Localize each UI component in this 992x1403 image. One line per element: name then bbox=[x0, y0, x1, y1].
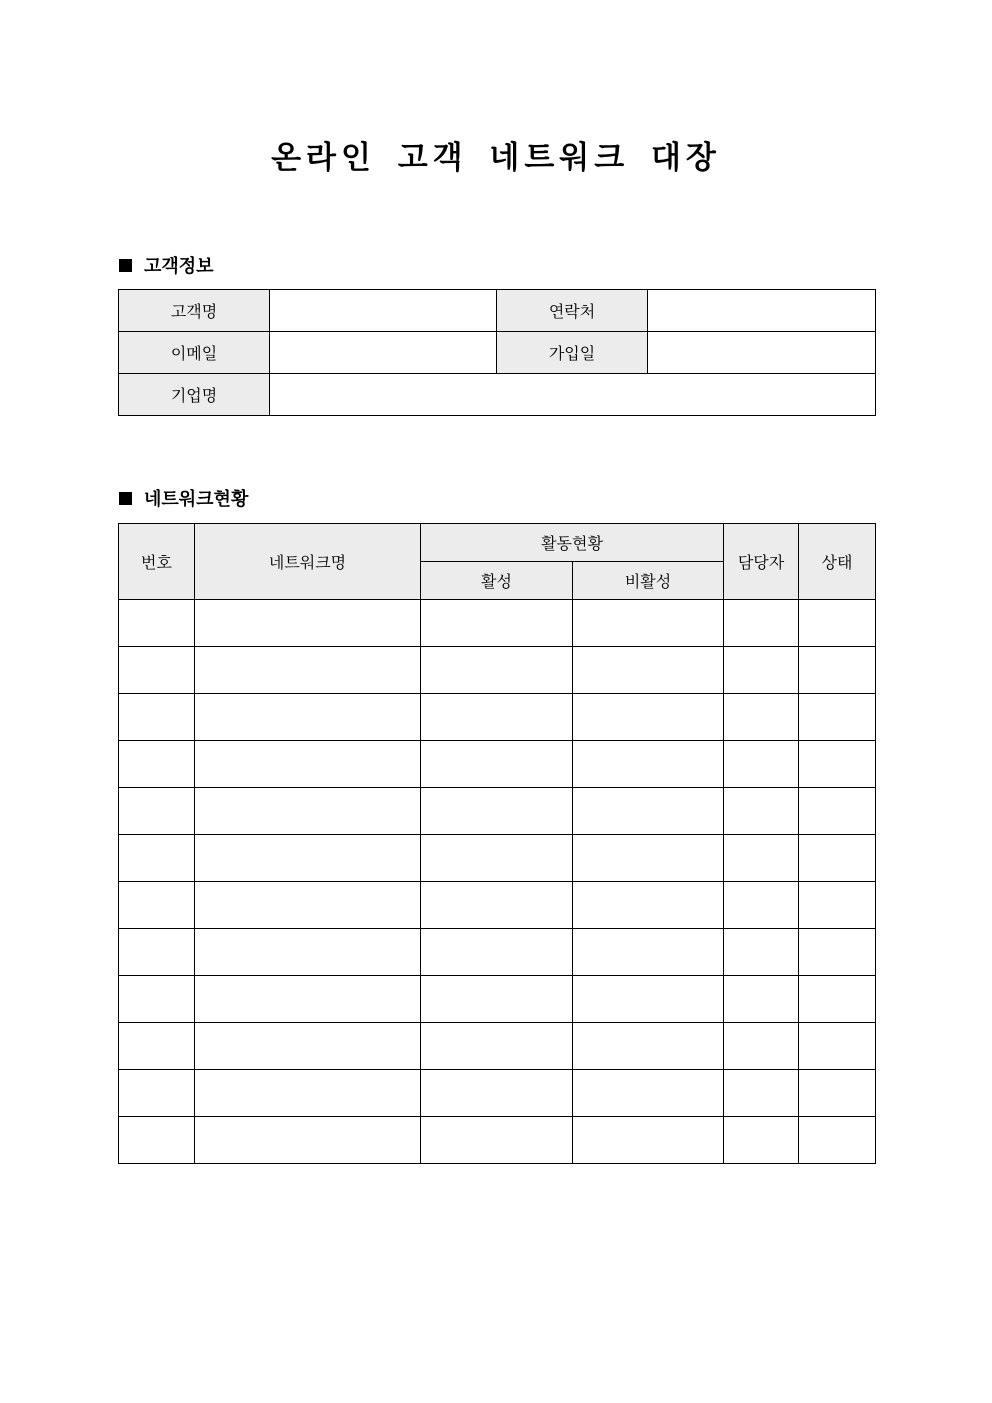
status-cell[interactable] bbox=[799, 788, 876, 835]
network-name-cell[interactable] bbox=[195, 835, 421, 882]
manager-cell[interactable] bbox=[724, 835, 799, 882]
network-name-cell[interactable] bbox=[195, 882, 421, 929]
inactive-cell[interactable] bbox=[573, 929, 724, 976]
status-cell[interactable] bbox=[799, 694, 876, 741]
network-name-cell[interactable] bbox=[195, 694, 421, 741]
status-cell[interactable] bbox=[799, 1023, 876, 1070]
network-name-cell[interactable] bbox=[195, 1070, 421, 1117]
table-row bbox=[119, 1070, 876, 1117]
status-cell[interactable] bbox=[799, 1070, 876, 1117]
status-cell[interactable] bbox=[799, 882, 876, 929]
table-row bbox=[119, 1117, 876, 1164]
inactive-cell[interactable] bbox=[573, 788, 724, 835]
number-cell[interactable] bbox=[119, 835, 195, 882]
active-cell[interactable] bbox=[421, 788, 573, 835]
network-status-table bbox=[118, 523, 876, 1164]
manager-cell[interactable] bbox=[724, 1070, 799, 1117]
number-cell[interactable] bbox=[119, 1023, 195, 1070]
manager-cell[interactable] bbox=[724, 1023, 799, 1070]
status-cell[interactable] bbox=[799, 1117, 876, 1164]
info-row bbox=[119, 332, 876, 374]
number-cell[interactable] bbox=[119, 647, 195, 694]
network-status-heading bbox=[119, 485, 248, 511]
number-cell[interactable] bbox=[119, 882, 195, 929]
active-cell[interactable] bbox=[421, 976, 573, 1023]
network-name-cell[interactable] bbox=[195, 929, 421, 976]
active-cell[interactable] bbox=[421, 694, 573, 741]
manager-cell[interactable] bbox=[724, 882, 799, 929]
number-header: 번호 bbox=[119, 524, 195, 600]
table-row bbox=[119, 600, 876, 647]
active-cell[interactable] bbox=[421, 882, 573, 929]
active-cell[interactable] bbox=[421, 1070, 573, 1117]
status-header: 상태 bbox=[799, 524, 876, 600]
inactive-cell[interactable] bbox=[573, 835, 724, 882]
number-cell[interactable] bbox=[119, 694, 195, 741]
network-name-cell[interactable] bbox=[195, 741, 421, 788]
network-name-cell[interactable] bbox=[195, 976, 421, 1023]
number-cell[interactable] bbox=[119, 929, 195, 976]
inactive-cell[interactable] bbox=[573, 1117, 724, 1164]
join-date-field[interactable] bbox=[648, 332, 876, 374]
active-cell[interactable] bbox=[421, 1117, 573, 1164]
table-row bbox=[119, 694, 876, 741]
table-header-row bbox=[119, 524, 876, 562]
active-cell[interactable] bbox=[421, 929, 573, 976]
join-date-label: 가입일 bbox=[497, 332, 648, 374]
manager-cell[interactable] bbox=[724, 1117, 799, 1164]
table-row bbox=[119, 835, 876, 882]
active-cell[interactable] bbox=[421, 1023, 573, 1070]
contact-label: 연락처 bbox=[497, 290, 648, 332]
status-cell[interactable] bbox=[799, 976, 876, 1023]
info-row bbox=[119, 374, 876, 416]
manager-cell[interactable] bbox=[724, 929, 799, 976]
table-row bbox=[119, 882, 876, 929]
network-name-cell[interactable] bbox=[195, 1023, 421, 1070]
table-row bbox=[119, 1023, 876, 1070]
active-cell[interactable] bbox=[421, 835, 573, 882]
number-cell[interactable] bbox=[119, 600, 195, 647]
inactive-cell[interactable] bbox=[573, 882, 724, 929]
network-name-header: 네트워크명 bbox=[195, 524, 421, 600]
network-status-heading-text: 네트워크현황 bbox=[144, 489, 249, 510]
table-row bbox=[119, 647, 876, 694]
manager-cell[interactable] bbox=[724, 694, 799, 741]
manager-cell[interactable] bbox=[724, 600, 799, 647]
manager-cell[interactable] bbox=[724, 788, 799, 835]
active-cell[interactable] bbox=[421, 600, 573, 647]
table-row bbox=[119, 741, 876, 788]
customer-info-heading-text: 고객정보 bbox=[144, 256, 214, 277]
manager-cell[interactable] bbox=[724, 741, 799, 788]
table-row bbox=[119, 929, 876, 976]
network-name-cell[interactable] bbox=[195, 788, 421, 835]
network-name-cell[interactable] bbox=[195, 600, 421, 647]
status-cell[interactable] bbox=[799, 929, 876, 976]
number-cell[interactable] bbox=[119, 788, 195, 835]
number-cell[interactable] bbox=[119, 741, 195, 788]
status-cell[interactable] bbox=[799, 741, 876, 788]
page-title: 온라인 고객 네트워크 대장 bbox=[271, 140, 721, 176]
number-cell[interactable] bbox=[119, 1117, 195, 1164]
inactive-cell[interactable] bbox=[573, 976, 724, 1023]
active-cell[interactable] bbox=[421, 647, 573, 694]
status-cell[interactable] bbox=[799, 835, 876, 882]
number-cell[interactable] bbox=[119, 976, 195, 1023]
manager-cell[interactable] bbox=[724, 976, 799, 1023]
customer-info-table bbox=[118, 289, 876, 416]
company-name-field[interactable] bbox=[270, 374, 876, 416]
active-cell[interactable] bbox=[421, 741, 573, 788]
email-field[interactable] bbox=[270, 332, 497, 374]
number-cell[interactable] bbox=[119, 1070, 195, 1117]
inactive-cell[interactable] bbox=[573, 1023, 724, 1070]
table-row bbox=[119, 976, 876, 1023]
inactive-cell[interactable] bbox=[573, 694, 724, 741]
active-header: 활성 bbox=[421, 562, 573, 600]
status-cell[interactable] bbox=[799, 647, 876, 694]
square-bullet-icon bbox=[119, 492, 132, 505]
contact-field[interactable] bbox=[648, 290, 876, 332]
inactive-cell[interactable] bbox=[573, 1070, 724, 1117]
manager-header: 담당자 bbox=[724, 524, 799, 600]
inactive-header: 비활성 bbox=[573, 562, 724, 600]
inactive-cell[interactable] bbox=[573, 741, 724, 788]
customer-name-field[interactable] bbox=[270, 290, 497, 332]
activity-status-header: 활동현황 bbox=[421, 524, 724, 562]
network-name-cell[interactable] bbox=[195, 1117, 421, 1164]
info-row bbox=[119, 290, 876, 332]
email-label: 이메일 bbox=[119, 332, 270, 374]
inactive-cell[interactable] bbox=[573, 647, 724, 694]
status-cell[interactable] bbox=[799, 600, 876, 647]
inactive-cell[interactable] bbox=[573, 600, 724, 647]
square-bullet-icon bbox=[119, 259, 132, 272]
company-name-label: 기업명 bbox=[119, 374, 270, 416]
customer-name-label: 고객명 bbox=[119, 290, 270, 332]
network-name-cell[interactable] bbox=[195, 647, 421, 694]
manager-cell[interactable] bbox=[724, 647, 799, 694]
table-row bbox=[119, 788, 876, 835]
customer-info-heading bbox=[119, 252, 214, 278]
